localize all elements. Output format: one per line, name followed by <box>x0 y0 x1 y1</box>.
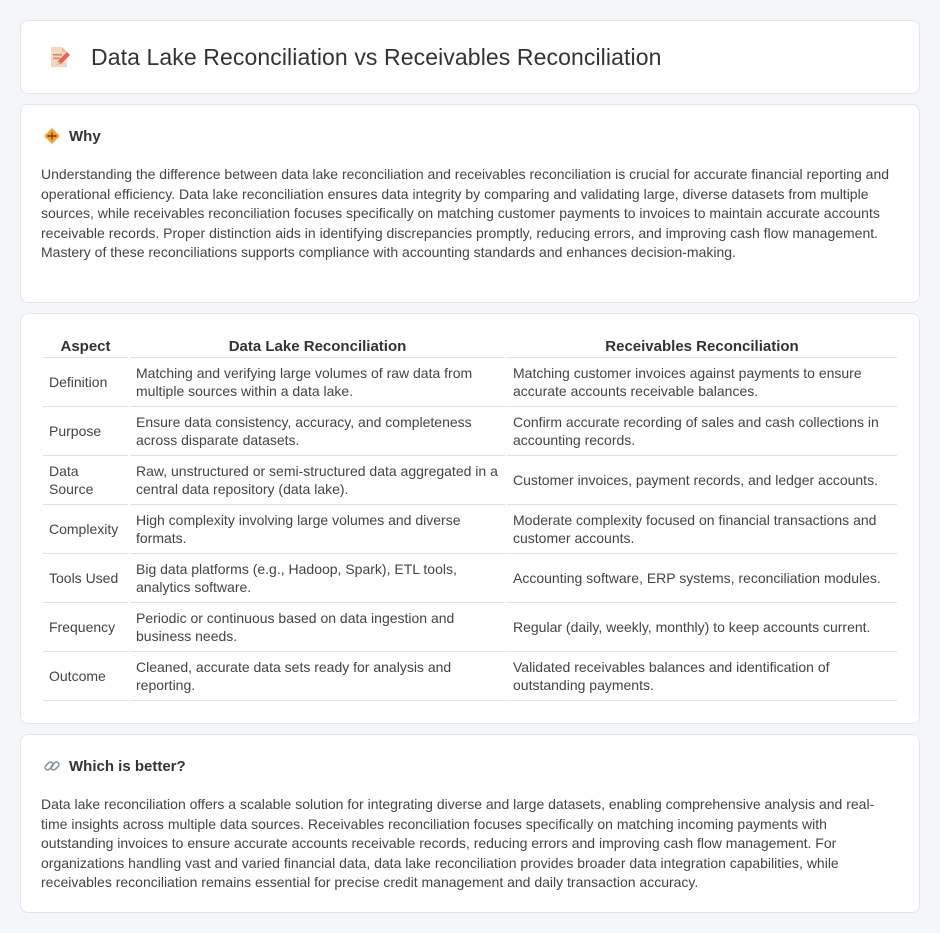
why-section <box>20 104 920 303</box>
row-data-lake: Big data platforms (e.g., Hadoop, Spark), ETL tools, analytics software. <box>130 554 505 603</box>
document-pencil-icon <box>47 45 71 69</box>
header-receivables: Receivables Reconciliation <box>507 336 897 358</box>
table-row <box>43 554 897 603</box>
row-aspect: Tools Used <box>43 554 128 603</box>
row-aspect: Complexity <box>43 505 128 554</box>
row-receivables: Accounting software, ERP systems, reconciliation modules. <box>507 554 897 603</box>
row-aspect: Definition <box>43 358 128 407</box>
row-data-lake: Matching and verifying large volumes of raw data from multiple sources within a data lake. <box>130 358 505 407</box>
table-row <box>43 652 897 701</box>
which-better-heading: Which is better? <box>69 757 186 775</box>
table-row <box>43 603 897 652</box>
header-data-lake: Data Lake Reconciliation <box>130 336 505 358</box>
why-text: Understanding the difference between data lake reconciliation and receivables reconciliation is crucial for accurate financial reporting and operational efficiency. Data lake reconciliation ensures data integrity by comparing and validating large, diverse datasets from multiple sources, while receivables reconciliation focuses specifically on matching customer payments to invoices to maintain accurate accounts receivable records. Proper distinction aids in identifying discrepancies promptly, reducing errors, and improving cash flow management. Mastery of these reconciliations supports compliance with accounting standards and enhances decision-making. <box>41 166 890 260</box>
table-row <box>43 407 897 456</box>
row-receivables: Customer invoices, payment records, and ledger accounts. <box>507 456 897 505</box>
row-aspect: Purpose <box>43 407 128 456</box>
why-heading: Why <box>69 127 101 145</box>
row-aspect: Frequency <box>43 603 128 652</box>
header-aspect: Aspect <box>43 336 128 358</box>
title-card <box>20 20 920 94</box>
row-aspect: Outcome <box>43 652 128 701</box>
row-receivables: Validated receivables balances and identification of outstanding payments. <box>507 652 897 701</box>
row-data-lake: Cleaned, accurate data sets ready for analysis and reporting. <box>130 652 505 701</box>
row-data-lake: Raw, unstructured or semi-structured data aggregated in a central data repository (data lake). <box>130 456 505 505</box>
row-data-lake: High complexity involving large volumes and diverse formats. <box>130 505 505 554</box>
row-aspect: Data Source <box>43 456 128 505</box>
table-header-row <box>43 336 897 358</box>
which-better-section <box>20 734 920 913</box>
row-receivables: Moderate complexity focused on financial transactions and customer accounts. <box>507 505 897 554</box>
row-receivables: Matching customer invoices against payments to ensure accurate accounts receivable balances. <box>507 358 897 407</box>
comparison-table-card <box>20 313 920 724</box>
link-icon <box>43 757 61 775</box>
row-receivables: Confirm accurate recording of sales and cash collections in accounting records. <box>507 407 897 456</box>
table-row <box>43 358 897 407</box>
row-receivables: Regular (daily, weekly, monthly) to keep accounts current. <box>507 603 897 652</box>
which-better-text: Data lake reconciliation offers a scalable solution for integrating diverse and large datasets, enabling comprehensive analysis and real-time insights across multiple data sources. Receivables reconciliation focuses specifically on matching incoming payments with outstanding invoices to ensure accurate accounts receivable records, reducing errors and improving cash flow management. For organizations handling vast and varied financial data, data lake reconciliation provides broader data integration capabilities, while receivables reconciliation remains essential for precise credit management and daily transaction accuracy. <box>41 796 875 890</box>
row-data-lake: Periodic or continuous based on data ingestion and business needs. <box>130 603 505 652</box>
comparison-table <box>41 336 899 701</box>
table-row <box>43 505 897 554</box>
page-title: Data Lake Reconciliation vs Receivables Reconciliation <box>91 43 662 70</box>
table-row <box>43 456 897 505</box>
diamond-arrows-icon <box>43 127 61 145</box>
row-data-lake: Ensure data consistency, accuracy, and completeness across disparate datasets. <box>130 407 505 456</box>
